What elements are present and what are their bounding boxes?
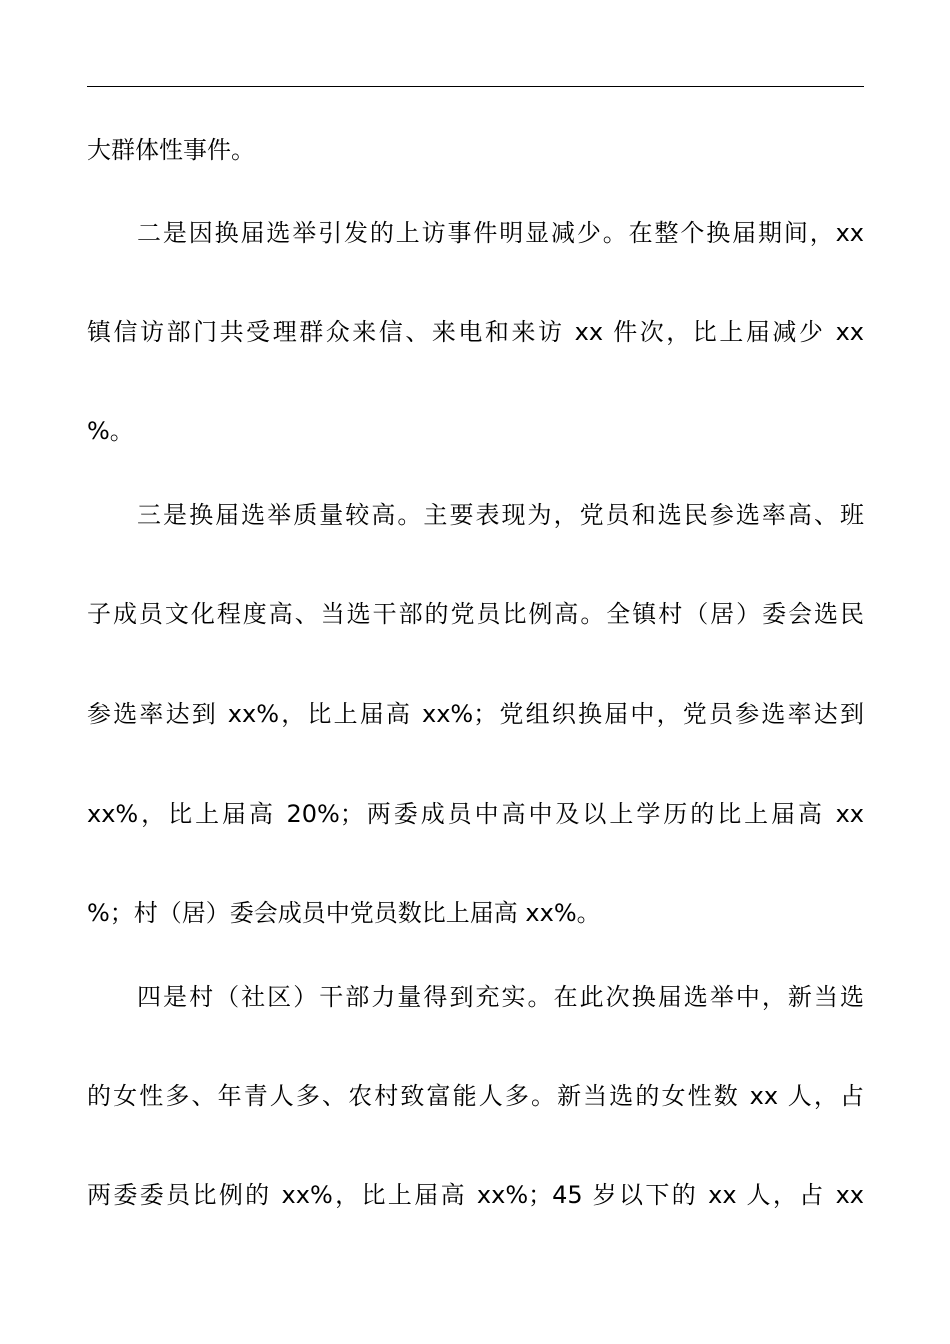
paragraph-start-line: 三是换届选举质量较高。主要表现为，党员和选民参选率高、班 [137,501,864,529]
paragraph-start-line: 二是因换届选举引发的上访事件明显减少。在整个换届期间，xx [137,219,864,247]
text-line: 子成员文化程度高、当选干部的党员比例高。全镇村（居）委会选民 [87,600,864,628]
text-line: 参选率达到 xx%，比上届高 xx%；党组织换届中，党员参选率达到 [87,700,864,728]
text-line: 两委委员比例的 xx%，比上届高 xx%；45 岁以下的 xx 人，占 xx [87,1181,864,1209]
text-line: 大群体性事件。 [87,136,255,164]
paragraph-start-line: 四是村（社区）干部力量得到充实。在此次换届选举中，新当选 [137,983,864,1011]
text-line: xx%，比上届高 20%；两委成员中高中及以上学历的比上届高 xx [87,800,864,828]
header-rule [87,86,864,87]
text-line: 镇信访部门共受理群众来信、来电和来访 xx 件次，比上届减少 xx [87,318,864,346]
text-line: %。 [87,417,134,445]
text-line: 的女性多、年青人多、农村致富能人多。新当选的女性数 xx 人，占 [87,1082,864,1110]
text-line: %；村（居）委会成员中党员数比上届高 xx%。 [87,899,601,927]
